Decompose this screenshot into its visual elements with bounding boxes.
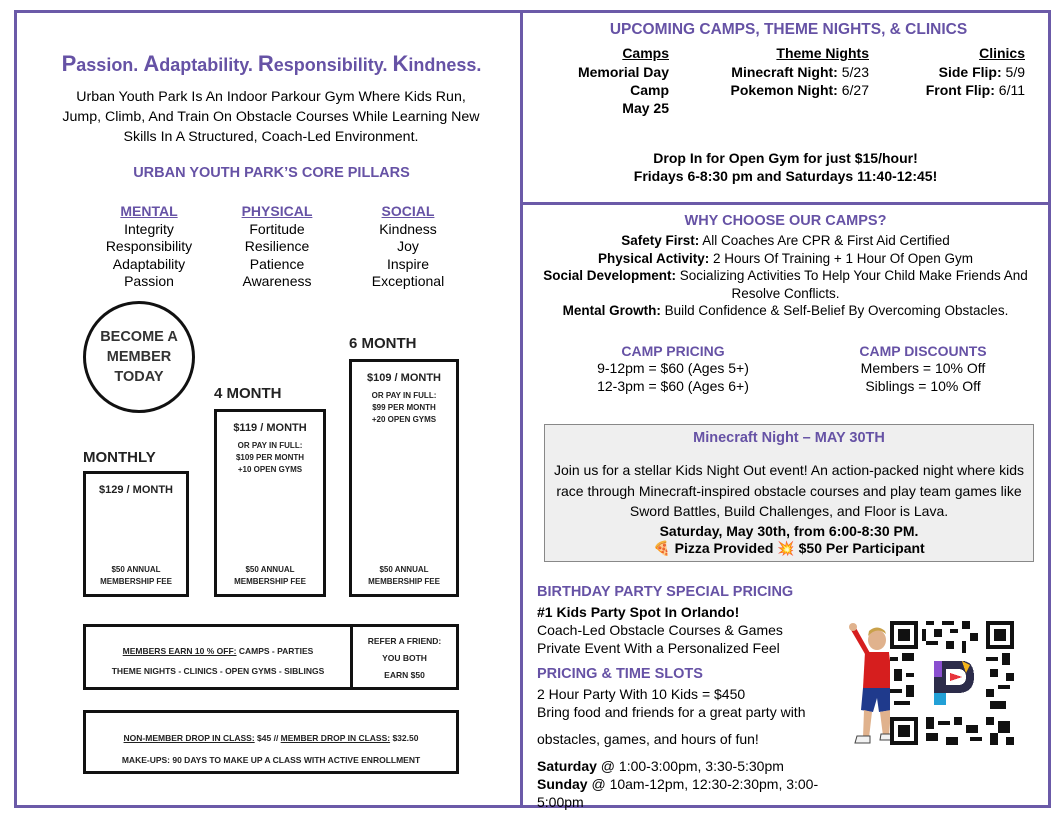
note-line: +20 OPEN GYMS [371, 415, 437, 424]
note-line: OR PAY IN FULL: [237, 441, 303, 450]
why-key: Mental Growth: [562, 303, 661, 318]
theme-name: Minecraft Night: [731, 64, 838, 80]
slot-times: @ 1:00-3:00pm, 3:30-5:30pm [596, 758, 784, 774]
tagline-word: esponsibility. [273, 55, 393, 75]
pricing-line: 12-3pm = $60 (Ages 6+) [597, 378, 749, 394]
minecraft-when-line: Saturday, May 30th, from 6:00-8:30 PM. [659, 522, 919, 539]
refer-line: EARN $50 [384, 670, 425, 680]
pillar-item: Patience [249, 255, 305, 272]
note-line: $109 PER MONTH [235, 453, 305, 462]
fee-line: MEMBERSHIP FEE [100, 577, 172, 586]
plan-label-4month: 4 MONTH [214, 385, 282, 402]
slot-line: Bring food and friends for a great party with [537, 704, 806, 720]
clinic-name: Front Flip: [925, 82, 995, 98]
badge-line: TODAY [114, 369, 164, 385]
plan-price: $119 / MONTH [233, 422, 307, 434]
tagline-cap: A [143, 51, 160, 76]
tagline-cap: R [257, 51, 274, 76]
why-value: Build Confidence & Self-Belief By Overcoming Obstacles. [660, 303, 1009, 318]
refer-line: REFER A FRIEND: [367, 636, 442, 646]
clinics-heading: Clinics [979, 45, 1025, 61]
pillar-physical [212, 203, 342, 291]
clinic-date: 6/11 [994, 82, 1025, 98]
slots-title: PRICING & TIME SLOTS [537, 666, 703, 682]
slot-line: obstacles, games, and hours of fun! [537, 731, 759, 747]
fee-line: $50 ANNUAL [379, 565, 429, 574]
birthday-line: Private Event With a Personalized Feel [537, 640, 780, 656]
fee-line: MEMBERSHIP FEE [368, 577, 440, 586]
plan-price: $109 / MONTH [367, 372, 441, 384]
why-key: Safety First: [621, 233, 700, 248]
note-line: +10 OPEN GYMS [237, 465, 303, 474]
badge-line: BECOME A [100, 329, 178, 345]
clinic-name: Side Flip: [938, 64, 1002, 80]
badge-line: MEMBER [106, 349, 172, 365]
birthday-title: BIRTHDAY PARTY SPECIAL PRICING [537, 584, 794, 600]
why-value: All Coaches Are CPR & First Aid Certified [699, 233, 950, 248]
camp-line: May 25 [622, 100, 669, 116]
slot-day: Saturday [537, 758, 597, 774]
minecraft-extra: 🍕 Pizza Provided 💥 $50 Per Participant [653, 539, 925, 556]
dropin-box [83, 710, 459, 774]
birthday-details [537, 603, 837, 657]
camps-column [563, 45, 669, 117]
fee-line: $50 ANNUAL [245, 565, 295, 574]
member-dropin-label: MEMBER DROP IN CLASS: [280, 733, 391, 743]
pillar-social [343, 203, 473, 291]
camps-list [563, 63, 669, 117]
members-earn-text: THEME NIGHTS - CLINICS - OPEN GYMS - SIBLINGS [111, 666, 325, 676]
tagline [17, 51, 526, 77]
tagline-cap: P [61, 51, 77, 76]
pillar-heading: SOCIAL [381, 203, 435, 219]
pillar-item: Joy [397, 238, 419, 254]
members-earn-text: CAMPS - PARTIES [236, 646, 314, 656]
pillar-item: Responsibility [105, 238, 193, 254]
become-member-badge [83, 301, 195, 413]
pillar-item: Awareness [242, 273, 312, 289]
members-earn-box [83, 624, 353, 690]
slots-details [537, 685, 847, 811]
birthday-tag: #1 Kids Party Spot In Orlando! [537, 604, 740, 620]
slot-line: 2 Hour Party With 10 Kids = $450 [537, 686, 746, 702]
why-value: 2 Hours Of Training + 1 Hour Of Open Gym [709, 250, 974, 266]
plan-price: $129 / MONTH [99, 484, 173, 496]
why-key: Physical Activity: [597, 250, 710, 266]
pillar-item: Adaptability [112, 255, 186, 272]
fee-line: $50 ANNUAL [111, 565, 161, 574]
plan-label-6month: 6 MONTH [349, 335, 417, 352]
theme-name: Pokemon Night: [730, 82, 838, 98]
theme-date: 6/27 [837, 82, 869, 98]
camp-line: Memorial Day [577, 64, 669, 80]
pillar-heading: MENTAL [120, 203, 178, 219]
plan-label-monthly: MONTHLY [83, 449, 156, 466]
minecraft-when: Saturday, May 30th, from 6:00-8:30 PM [659, 522, 915, 539]
note-line: OR PAY IN FULL: [371, 391, 437, 400]
intro-text: Urban Youth Park Is An Indoor Parkour Gym Where Kids Run, Jump, Climb, And Train On Obstacle Courses While Learning New Skills In A Structured, Coach-Led Environment. [62, 89, 480, 145]
clinics-column [895, 45, 1025, 99]
pillar-item: Inspire [386, 255, 430, 272]
camps-heading: Camps [622, 45, 669, 61]
makeups-text: MAKE-UPS: 90 DAYS TO MAKE UP A CLASS WITH ACTIVE ENROLLMENT [121, 755, 421, 765]
why-value: Socializing Activities To Help Your Child Make Friends And Resolve Conflicts. [676, 268, 1028, 301]
qr-code[interactable] [890, 618, 1014, 748]
pillar-mental [84, 203, 214, 291]
discounts-title: CAMP DISCOUNTS [859, 343, 987, 359]
pillar-item: Integrity [124, 220, 174, 237]
clinics-list [895, 63, 1025, 99]
minecraft-title: Minecraft Night – MAY 30TH [693, 430, 885, 446]
pillar-heading: PHYSICAL [241, 203, 313, 219]
plan-fee [352, 564, 456, 588]
plan-note [352, 390, 456, 426]
left-panel [14, 10, 523, 808]
fee-line: MEMBERSHIP FEE [234, 577, 306, 586]
note-line: $99 PER MONTH [372, 403, 436, 412]
theme-list [693, 63, 869, 99]
members-earn-heading: MEMBERS EARN 10 % OFF: [122, 646, 237, 656]
clinic-date: 5/9 [1001, 64, 1025, 80]
slot-times: @ 10am-12pm, 12:30-2:30pm, 3:00-5:00pm [537, 776, 819, 810]
upcoming-title: UPCOMING CAMPS, THEME NIGHTS, & CLINICS [609, 21, 968, 38]
pillar-item: Resilience [244, 238, 310, 254]
camp-line: Camp [630, 82, 669, 98]
minecraft-body: Join us for a stellar Kids Night Out event! An action-packed night where kids race through Minecraft-inspired obstacle courses and play team games like Sword Battles, Build Challenges, and Floor is Lava. [553, 462, 1025, 519]
plan-fee [86, 564, 186, 588]
tagline-word: assion. [76, 55, 144, 75]
pillar-item: Fortitude [249, 220, 305, 237]
pillar-item: Exceptional [371, 273, 445, 289]
dropin-line: Fridays 6-8:30 pm and Saturdays 11:40-12:45! [633, 168, 938, 184]
camp-discounts [823, 343, 1023, 395]
camp-pricing [563, 343, 783, 395]
dropin-text: $32.50 [390, 733, 419, 743]
pillars-title: URBAN YOUTH PARK’S CORE PILLARS [133, 165, 410, 181]
open-gym-dropin [523, 149, 1048, 185]
minecraft-night-box [544, 424, 1034, 562]
plan-4month [214, 409, 326, 597]
pricing-line: 9-12pm = $60 (Ages 5+) [597, 360, 749, 376]
plan-6month [349, 359, 459, 597]
tagline-word: daptability. [159, 55, 258, 75]
theme-nights-column [693, 45, 869, 99]
birthday-line: Coach-Led Obstacle Courses & Games [537, 622, 783, 638]
refer-friend-box [350, 624, 459, 690]
upcoming-panel [520, 10, 1051, 205]
why-list [533, 232, 1038, 320]
dropin-line: Drop In for Open Gym for just $15/hour! [653, 150, 918, 166]
refer-line: YOU BOTH [382, 653, 427, 663]
tagline-word: indness. [408, 55, 482, 75]
theme-date: 5/23 [837, 64, 869, 80]
tagline-cap: K [392, 51, 409, 76]
discount-line: Siblings = 10% Off [865, 378, 981, 394]
slot-day: Sunday [537, 776, 588, 792]
discount-line: Members = 10% Off [860, 360, 986, 376]
pillar-item: Passion [124, 273, 174, 289]
why-key: Social Development: [543, 268, 677, 283]
camps-panel [520, 202, 1051, 808]
nonmember-dropin-label: NON-MEMBER DROP IN CLASS: [123, 733, 255, 743]
why-title: WHY CHOOSE OUR CAMPS? [684, 213, 887, 229]
plan-note [217, 440, 323, 476]
plan-fee [217, 564, 323, 588]
pricing-title: CAMP PRICING [621, 343, 725, 359]
dropin-text: $45 // [254, 733, 281, 743]
theme-heading: Theme Nights [776, 45, 869, 61]
pillar-item: Kindness [379, 220, 437, 237]
plan-monthly [83, 471, 189, 597]
